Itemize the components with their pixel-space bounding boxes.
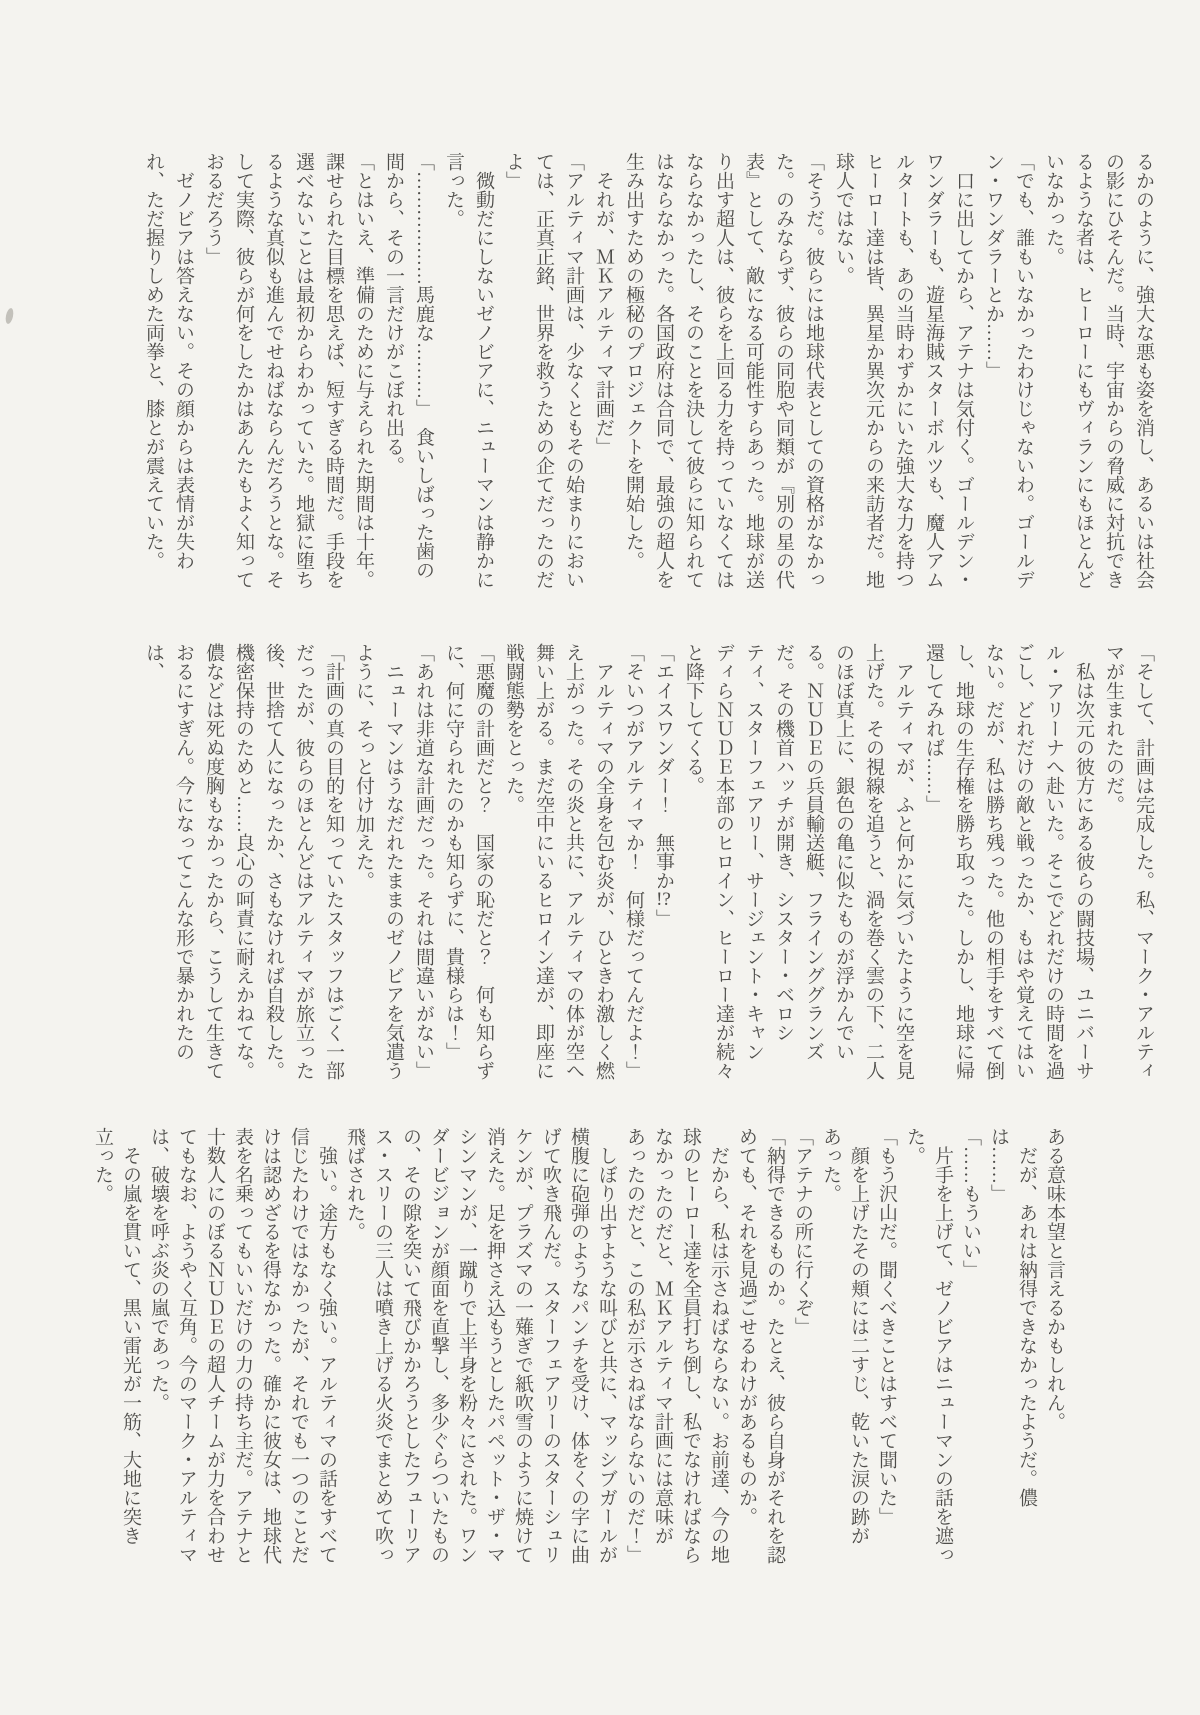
dialogue-paragraph bbox=[648, 643, 678, 1087]
narration-paragraph: 片手を上げて、ゼノビアはニューマンの話を遮った。 bbox=[904, 1127, 953, 1564]
narration-paragraph: 口に出してから、アテナは気付く。ゴールデン・ワンダラーも、遊星海賊スターボルツも、魔人アムルタートも、あの当時わずかにいた強大な力を持つヒーロー達は皆、異星か異次元からの来訪者だ。地球人ではない。 bbox=[833, 152, 974, 589]
narration-paragraph: その嵐を貫いて、黒い雷光が一筋、大地に突き立った。 bbox=[92, 1127, 141, 1545]
dialogue-text: 」 bbox=[653, 909, 674, 928]
dialogue-paragraph: 「納得できるものか。たとえ、彼ら自身がそれを認めても、それを見過ごせるわけがあるものか。 bbox=[736, 1127, 785, 1564]
narration-paragraph: 強い。途方もなく強い。アルティマの話をすべて信じたわけではなかったが、それでも一つのことだけは認めざるを得なかった。確かに彼女は、地球代表を名乗ってもいいだけの力の持ち主だ。アテナと十数人にのぼるＮＵＤＥの超人チームが力を合わせてもなお、ようやく互角。今のマーク・アルティマは、破壊を呼ぶ炎の嵐であった。 bbox=[148, 1127, 337, 1564]
dialogue-paragraph: 「そして、計画は完成した。私、マーク・アルティマが生まれたのだ。 bbox=[1103, 643, 1154, 1080]
narration-paragraph: 顔を上げたその頬には二すじ、乾いた涙の跡があった。 bbox=[820, 1127, 869, 1545]
dialogue-paragraph: 「そいつがアルティマか！ 何様だってんだよ！」 bbox=[623, 643, 644, 1080]
dialogue-paragraph: だが、あれは納得できなかったようだ。儂は……」 bbox=[988, 1127, 1037, 1507]
dialogue-paragraph: だから、私は示さねばならない。お前達、今の地球のヒーロー達を全員打ち倒し、私でなければならなかったのだと、ＭＫアルティマ計画には意味があったのだと、この私が示さねばならないのだ！」 bbox=[624, 1127, 729, 1564]
dialogue-paragraph: 私は次元の彼方にある彼らの闘技場、ユニバーサル・アリーナへ赴いた。そこでどれだけの時間を過ごし、どれだけの敵と戦ったか、もはや覚えてはいない。だが、私は勝ち残った。他の相手をすべて倒し、地球の生存権を勝ち取った。しかし、地球に帰還してみれば……」 bbox=[923, 643, 1094, 1080]
scan-artifact-speck bbox=[4, 307, 14, 324]
dialogue-paragraph: 「でも、誰もいなかったわけじゃないわ。ゴールデン・ワンダラーとか……」 bbox=[983, 152, 1034, 589]
narration-paragraph: るかのように、強大な悪も姿を消し、あるいは社会の影にひそんだ。当時、宇宙からの脅威に対抗できるような者は、ヒーローにもヴィランにもほとんどいなかった。 bbox=[1043, 152, 1154, 589]
dialogue-paragraph: 「もう沢山だ。聞くべきことはすべて聞いた」 bbox=[876, 1127, 897, 1526]
dialogue-paragraph: 「そうだ。彼らには地球代表としての資格がなかった。のみならず、彼らの同胞や同類が『別の星の代表』として、敵になる可能性すらあった。地球が送り出す超人は、彼らを上回る力を持っていなくてはならなかったし、そのことを決して彼らに知られてはならなかった。各国政府は合同で、最強の超人を生み出すための極秘のプロジェクトを開始した。 bbox=[623, 152, 824, 589]
narration-paragraph: アルティマの全身を包む炎が、ひときわ激しく燃え上がった。その炎と共に、アルティマの体が空へ舞い上がる。まだ空中にいるヒロイン達が、即座に戦闘態勢をとった。 bbox=[503, 643, 614, 1080]
text-band-top bbox=[123, 152, 1158, 596]
text-band-middle bbox=[123, 643, 1158, 1087]
dialogue-text: 「エイスワンダー！ 無事か bbox=[653, 643, 674, 890]
narration-paragraph: ゼノビアは答えない。その顔からは表情が失われ、ただ握りしめた両拳と、膝とが震えていた。 bbox=[143, 152, 194, 570]
dialogue-paragraph: それが、ＭＫアルティマ計画だ」 bbox=[593, 171, 614, 456]
narration-paragraph: 微動だにしないゼノビアに、ニューマンは静かに言った。 bbox=[443, 152, 494, 589]
dialogue-paragraph: 「………………馬鹿な………」 食いしばった歯の間から、その一言だけがこぼれ出る。 bbox=[383, 152, 434, 580]
tate-chu-yoko-exclamation: !? bbox=[656, 890, 671, 909]
narration-paragraph: アルティマが、ふと何かに気づいたように空を見上げた。その視線を追うと、渦を巻く雲の下、二人のほぼ真上に、銀色の亀に似たものが浮かんでいる。ＮＵＤＥの兵員輸送艇、フラインググランズだ。その機首ハッチが開き、シスター・ベロシティ、スターフェアリー、サージェント・キャンディらＮＵＤＥ本部のヒロイン、ヒーロー達が続々と降下してくる。 bbox=[683, 643, 914, 1080]
dialogue-paragraph: 「アルティマ計画は、少なくともその始まりにおいては、正真正銘、世界を救うための企てだったのだよ」 bbox=[503, 152, 584, 589]
dialogue-paragraph: 「……もういい」 bbox=[960, 1127, 981, 1279]
dialogue-paragraph: 「あれは非道な計画だった。それは間違いがない」 bbox=[413, 643, 434, 1080]
dialogue-paragraph: 「アテナの所に行くぞ」 bbox=[792, 1127, 813, 1336]
narration-paragraph: ニューマンはうなだれたままのゼノビアを気遣うように、そっと付け加えた。 bbox=[353, 643, 404, 1080]
text-band-bottom bbox=[92, 1127, 1068, 1571]
dialogue-paragraph: 「とはいえ、準備のために与えられた期間は十年。課せられた目標を思えば、短すぎる時間だ。手段を選べないことは最初からわかっていた。地獄に堕ちるような真似も進んでせねばならんだろうとな。そして実際、彼らが何をしたかはあんたもよく知っておるだろう」 bbox=[203, 152, 374, 589]
narration-paragraph: しぼり出すような叫びと共に、マッシブガールが横腹に砲弾のようなパンチを受け、体をくの字に曲げて吹き飛んだ。スターフェアリーのスターシュリケンが、プラズマの一薙ぎで紙吹雪のように焼けて消えた。足を押さえ込もうとしたパペット・ザ・マシンマンが、一蹴りで上半身を粉々にされた。ワンダービジョンが顔面を直撃し、多少ぐらついたものの、その隙を突いて飛びかかろうとしたフューリアス・スリーの三人は噴き上げる火炎でまとめて吹っ飛ばされた。 bbox=[344, 1127, 617, 1564]
dialogue-paragraph: 「計画の真の目的を知っていたスタッフはごく一部だったが、彼らのほとんどはアルティマが旅立った後、世捨て人になったか、さもなければ自殺した。機密保持のためと……良心の呵責に耐えかねてな。儂などは死ぬ度胸もなかったから、こうして生きておるにすぎん。今になってこんな形で暴かれたのは、 bbox=[143, 643, 344, 1080]
dialogue-paragraph: ある意味本望と言えるかもしれん。 bbox=[1044, 1127, 1065, 1431]
dialogue-paragraph: 「悪魔の計画だと？ 国家の恥だと？ 何も知らずに、何に守られたのかも知らずに、貴様らは！」 bbox=[443, 643, 494, 1080]
